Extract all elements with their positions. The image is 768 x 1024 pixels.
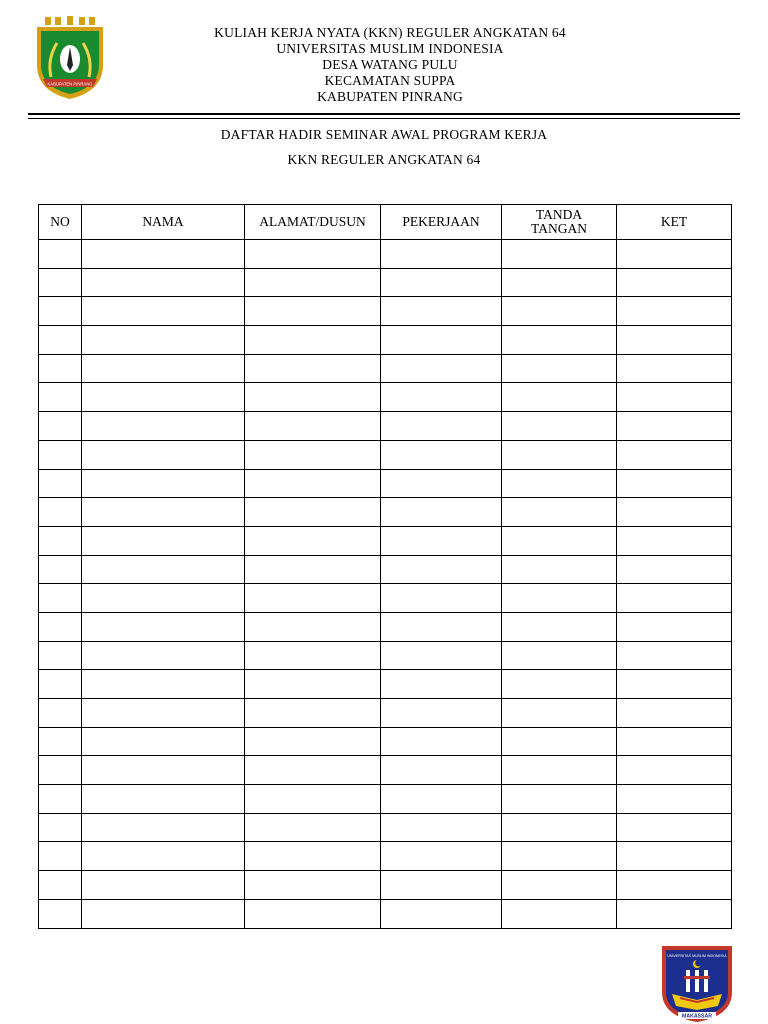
column-header-alamat-dusun: ALAMAT/DUSUN	[245, 205, 381, 240]
table-cell[interactable]	[381, 555, 502, 584]
table-cell[interactable]	[381, 842, 502, 871]
table-cell[interactable]	[39, 612, 82, 641]
table-row	[39, 297, 732, 326]
letterhead-divider-thin	[28, 118, 740, 119]
table-cell[interactable]	[381, 240, 502, 269]
letterhead-line-3: DESA WATANG PULU	[322, 57, 458, 72]
table-cell[interactable]	[502, 268, 617, 297]
table-cell[interactable]	[82, 612, 245, 641]
table-row	[39, 612, 732, 641]
table-cell[interactable]	[617, 412, 732, 441]
table-cell[interactable]	[381, 785, 502, 814]
column-header-nama: NAMA	[82, 205, 245, 240]
table-cell[interactable]	[82, 354, 245, 383]
table-cell[interactable]	[82, 727, 245, 756]
table-cell[interactable]	[82, 756, 245, 785]
table-row	[39, 555, 732, 584]
table-cell[interactable]	[39, 354, 82, 383]
pinrang-ribbon-text: KABUPATEN PINRANG	[47, 81, 93, 87]
table-row	[39, 756, 732, 785]
table-cell[interactable]	[502, 326, 617, 355]
table-cell[interactable]	[502, 354, 617, 383]
table-cell[interactable]	[617, 813, 732, 842]
letterhead-line-2: UNIVERSITAS MUSLIM INDONESIA	[276, 41, 504, 56]
table-cell[interactable]	[39, 412, 82, 441]
table-cell[interactable]	[381, 699, 502, 728]
table-cell[interactable]	[381, 383, 502, 412]
table-cell[interactable]	[82, 469, 245, 498]
attendance-table	[38, 204, 732, 929]
table-cell[interactable]	[245, 727, 381, 756]
table-cell[interactable]	[381, 440, 502, 469]
document-subtitle: KKN REGULER ANGKATAN 64	[287, 152, 481, 167]
table-cell[interactable]	[502, 813, 617, 842]
table-cell[interactable]	[381, 412, 502, 441]
table-cell[interactable]	[502, 297, 617, 326]
table-cell[interactable]	[245, 498, 381, 527]
kabupaten-pinrang-logo	[33, 15, 107, 101]
letterhead-line-5: KABUPATEN PINRANG	[317, 89, 463, 104]
table-cell[interactable]	[617, 526, 732, 555]
table-cell[interactable]	[617, 297, 732, 326]
table-cell[interactable]	[502, 469, 617, 498]
table-cell[interactable]	[381, 670, 502, 699]
umi-city-text: MAKASSAR	[682, 1013, 712, 1020]
table-cell[interactable]	[381, 584, 502, 613]
table-cell[interactable]	[39, 670, 82, 699]
table-cell[interactable]	[39, 240, 82, 269]
table-cell[interactable]	[617, 670, 732, 699]
table-cell[interactable]	[381, 498, 502, 527]
table-cell[interactable]	[617, 383, 732, 412]
table-cell[interactable]	[245, 555, 381, 584]
table-cell[interactable]	[245, 785, 381, 814]
table-cell[interactable]	[245, 469, 381, 498]
table-cell[interactable]	[245, 354, 381, 383]
table-cell[interactable]	[82, 670, 245, 699]
table-row	[39, 354, 732, 383]
table-cell[interactable]	[502, 612, 617, 641]
table-row	[39, 871, 732, 900]
table-cell[interactable]	[617, 469, 732, 498]
column-header-ket: KET	[617, 205, 732, 240]
table-body	[39, 240, 732, 929]
table-cell[interactable]	[82, 526, 245, 555]
table-cell[interactable]	[82, 383, 245, 412]
table-cell[interactable]	[617, 756, 732, 785]
table-row	[39, 727, 732, 756]
table-cell[interactable]	[245, 326, 381, 355]
table-row	[39, 813, 732, 842]
table-cell[interactable]	[82, 412, 245, 441]
table-cell[interactable]	[502, 440, 617, 469]
column-header-pekerjaan: PEKERJAAN	[381, 205, 502, 240]
table-cell[interactable]	[245, 526, 381, 555]
table-cell[interactable]	[502, 383, 617, 412]
table-cell[interactable]	[39, 469, 82, 498]
table-cell[interactable]	[82, 326, 245, 355]
table-cell[interactable]	[245, 268, 381, 297]
table-cell[interactable]	[82, 268, 245, 297]
table-row	[39, 670, 732, 699]
table-cell[interactable]	[381, 641, 502, 670]
table-cell[interactable]	[39, 584, 82, 613]
table-cell[interactable]	[381, 612, 502, 641]
table-cell[interactable]	[381, 326, 502, 355]
table-cell[interactable]	[245, 383, 381, 412]
table-row	[39, 440, 732, 469]
table-cell[interactable]	[245, 240, 381, 269]
table-cell[interactable]	[82, 899, 245, 928]
table-cell[interactable]	[39, 785, 82, 814]
table-row	[39, 899, 732, 928]
table-cell[interactable]	[39, 842, 82, 871]
table-row	[39, 785, 732, 814]
table-row	[39, 584, 732, 613]
table-cell[interactable]	[245, 641, 381, 670]
table-row	[39, 842, 732, 871]
table-row	[39, 526, 732, 555]
table-cell[interactable]	[617, 899, 732, 928]
table-cell[interactable]	[502, 899, 617, 928]
table-cell[interactable]	[617, 727, 732, 756]
table-cell[interactable]	[617, 641, 732, 670]
table-cell[interactable]	[502, 584, 617, 613]
umi-banner-text: UNIVERSITAS MUSLIM INDONESIA	[667, 954, 727, 958]
table-cell[interactable]	[502, 412, 617, 441]
table-cell[interactable]	[39, 326, 82, 355]
table-cell[interactable]	[39, 297, 82, 326]
table-cell[interactable]	[381, 469, 502, 498]
table-cell[interactable]	[502, 699, 617, 728]
table-row	[39, 268, 732, 297]
table-cell[interactable]	[245, 412, 381, 441]
table-cell[interactable]	[39, 756, 82, 785]
table-cell[interactable]	[39, 641, 82, 670]
table-cell[interactable]	[39, 899, 82, 928]
table-cell[interactable]	[502, 785, 617, 814]
table-row	[39, 498, 732, 527]
table-cell[interactable]	[381, 297, 502, 326]
table-cell[interactable]	[39, 498, 82, 527]
table-header-row	[39, 205, 732, 240]
table-cell[interactable]	[245, 584, 381, 613]
table-cell[interactable]	[82, 584, 245, 613]
table-cell[interactable]	[39, 555, 82, 584]
table-cell[interactable]	[381, 268, 502, 297]
table-cell[interactable]	[502, 641, 617, 670]
umi-logo	[660, 942, 734, 1024]
table-row	[39, 469, 732, 498]
table-cell[interactable]	[245, 670, 381, 699]
table-cell[interactable]	[245, 871, 381, 900]
column-header-tanda-tangan: TANDA TANGAN	[502, 205, 617, 240]
table-cell[interactable]	[617, 842, 732, 871]
column-header-no: NO	[39, 205, 82, 240]
letterhead-line-1: KULIAH KERJA NYATA (KKN) REGULER ANGKATAN 64	[214, 25, 566, 40]
table-cell[interactable]	[502, 555, 617, 584]
table-cell[interactable]	[617, 326, 732, 355]
table-row	[39, 641, 732, 670]
letterhead-divider-thick	[28, 113, 740, 115]
table-cell[interactable]	[82, 699, 245, 728]
table-cell[interactable]	[617, 584, 732, 613]
table-cell[interactable]	[502, 240, 617, 269]
table-cell[interactable]	[617, 785, 732, 814]
table-cell[interactable]	[245, 440, 381, 469]
table-cell[interactable]	[617, 354, 732, 383]
table-cell[interactable]	[245, 612, 381, 641]
table-cell[interactable]	[381, 899, 502, 928]
table-cell[interactable]	[39, 268, 82, 297]
table-cell[interactable]	[502, 727, 617, 756]
table-cell[interactable]	[617, 240, 732, 269]
table-row	[39, 412, 732, 441]
table-cell[interactable]	[39, 699, 82, 728]
table-cell[interactable]	[39, 526, 82, 555]
table-cell[interactable]	[381, 526, 502, 555]
table-cell[interactable]	[82, 842, 245, 871]
table-cell[interactable]	[617, 498, 732, 527]
letterhead	[110, 25, 670, 105]
table-cell[interactable]	[245, 813, 381, 842]
table-cell[interactable]	[617, 871, 732, 900]
table-cell[interactable]	[245, 842, 381, 871]
table-cell[interactable]	[617, 440, 732, 469]
table-row	[39, 699, 732, 728]
table-cell[interactable]	[82, 297, 245, 326]
document-title: DAFTAR HADIR SEMINAR AWAL PROGRAM KERJA	[220, 127, 548, 142]
table-cell[interactable]	[502, 842, 617, 871]
letterhead-line-4: KECAMATAN SUPPA	[324, 73, 456, 88]
table-cell[interactable]	[39, 440, 82, 469]
table-cell[interactable]	[245, 899, 381, 928]
table-cell[interactable]	[381, 727, 502, 756]
table-cell[interactable]	[39, 383, 82, 412]
table-row	[39, 240, 732, 269]
table-cell[interactable]	[617, 699, 732, 728]
table-cell[interactable]	[502, 756, 617, 785]
table-row	[39, 383, 732, 412]
table-cell[interactable]	[82, 641, 245, 670]
table-cell[interactable]	[502, 670, 617, 699]
table-cell[interactable]	[39, 813, 82, 842]
table-cell[interactable]	[617, 268, 732, 297]
table-cell[interactable]	[82, 813, 245, 842]
table-cell[interactable]	[381, 354, 502, 383]
table-cell[interactable]	[381, 813, 502, 842]
table-cell[interactable]	[82, 440, 245, 469]
table-cell[interactable]	[39, 871, 82, 900]
table-cell[interactable]	[82, 240, 245, 269]
table-cell[interactable]	[82, 498, 245, 527]
table-cell[interactable]	[82, 785, 245, 814]
table-row	[39, 326, 732, 355]
table-cell[interactable]	[617, 555, 732, 584]
table-cell[interactable]	[502, 871, 617, 900]
table-cell[interactable]	[245, 297, 381, 326]
table-cell[interactable]	[381, 756, 502, 785]
table-cell[interactable]	[502, 498, 617, 527]
table-cell[interactable]	[39, 727, 82, 756]
table-cell[interactable]	[502, 526, 617, 555]
table-cell[interactable]	[245, 699, 381, 728]
table-cell[interactable]	[245, 756, 381, 785]
table-cell[interactable]	[381, 871, 502, 900]
table-cell[interactable]	[617, 612, 732, 641]
table-cell[interactable]	[82, 555, 245, 584]
table-cell[interactable]	[82, 871, 245, 900]
